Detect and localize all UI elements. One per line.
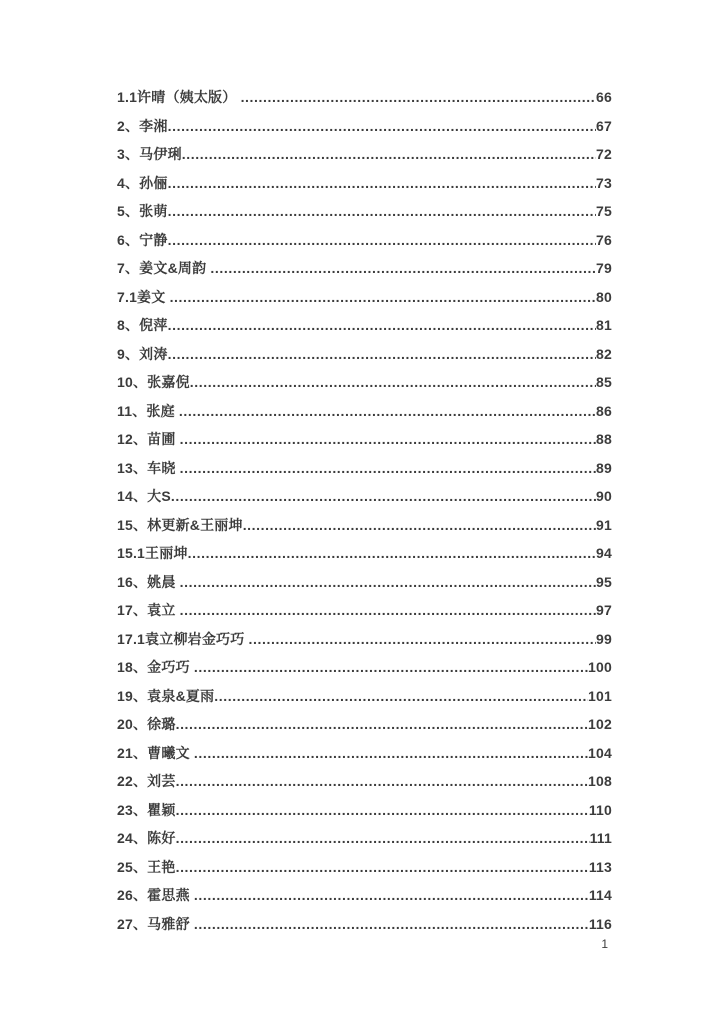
- toc-entry-page: 76: [596, 231, 612, 248]
- toc-entry-label: 14、大S: [117, 488, 171, 504]
- toc-entry: [117, 169, 612, 198]
- toc-entry: [117, 425, 612, 454]
- toc-entry-page: 91: [596, 516, 612, 533]
- toc-list: [117, 83, 612, 938]
- toc-entry-page: 100: [588, 659, 612, 675]
- toc-entry: [117, 283, 612, 312]
- toc-entry-page: 82: [596, 345, 612, 362]
- dot-leader: [190, 368, 596, 397]
- toc-entry-page: 101: [588, 687, 612, 704]
- dot-leader: [214, 682, 588, 711]
- toc-entry-label: 25、王艳: [117, 858, 176, 875]
- toc-entry: [117, 226, 612, 255]
- toc-entry-label: 15、林更新&王丽坤: [117, 516, 243, 533]
- toc-entry-label: 10、张嘉倪: [117, 374, 190, 390]
- toc-entry-label: 16、姚晨: [117, 573, 180, 590]
- toc-entry: [117, 910, 612, 939]
- toc-entry: [117, 653, 612, 682]
- toc-entry-page: 89: [596, 459, 612, 476]
- toc-entry-page: 94: [596, 545, 612, 561]
- toc-entry-page: 73: [596, 174, 612, 191]
- toc-entry-page: 99: [596, 630, 612, 647]
- toc-entry-page: 81: [596, 317, 612, 333]
- toc-entry-label: 19、袁泉&夏雨: [117, 687, 215, 704]
- toc-entry: [117, 853, 612, 882]
- toc-entry: [117, 140, 612, 169]
- toc-entry-label: 13、车晓: [117, 459, 180, 476]
- toc-entry-label: 12、苗圃: [117, 431, 180, 447]
- dot-leader: [179, 397, 596, 426]
- toc-entry: [117, 112, 612, 141]
- dot-leader: [180, 568, 596, 597]
- toc-entry-page: 97: [596, 602, 612, 618]
- toc-entry-page: 80: [596, 288, 612, 305]
- dot-leader: [194, 910, 589, 939]
- toc-entry: [117, 796, 612, 825]
- toc-entry: [117, 539, 612, 568]
- toc-entry: [117, 368, 612, 397]
- toc-entry-label: 7、姜文&周韵: [117, 260, 211, 276]
- dot-leader: [168, 226, 596, 255]
- toc-entry-label: 5、张萌: [117, 203, 168, 219]
- toc-entry: [117, 340, 612, 369]
- toc-entry-label: 1.1许晴（姨太版）: [117, 89, 241, 105]
- footer-page-number: 1: [601, 937, 608, 951]
- dot-leader: [180, 425, 596, 454]
- dot-leader: [188, 539, 596, 568]
- toc-entry-label: 17、袁立: [117, 602, 180, 618]
- toc-entry: [117, 83, 612, 112]
- toc-entry-page: 114: [588, 887, 612, 903]
- dot-leader: [180, 596, 596, 625]
- toc-entry-page: 104: [588, 744, 612, 761]
- toc-entry: [117, 710, 612, 739]
- toc-entry-page: 111: [589, 830, 612, 846]
- dot-leader: [249, 625, 596, 654]
- toc-entry-page: 79: [596, 260, 612, 276]
- toc-entry-label: 15.1王丽坤: [117, 545, 188, 561]
- dot-leader: [176, 796, 589, 825]
- toc-entry: [117, 881, 612, 910]
- dot-leader: [176, 824, 590, 853]
- toc-entry: [117, 824, 612, 853]
- toc-entry: [117, 511, 612, 540]
- dot-leader: [168, 197, 596, 226]
- toc-entry-page: 116: [588, 915, 612, 932]
- toc-entry-page: 75: [596, 203, 612, 219]
- toc-entry: [117, 311, 612, 340]
- toc-entry: [117, 482, 612, 511]
- toc-entry: [117, 454, 612, 483]
- toc-entry-page: 108: [588, 773, 612, 789]
- dot-leader: [194, 881, 589, 910]
- dot-leader: [176, 853, 589, 882]
- toc-entry-label: 17.1袁立柳岩金巧巧: [117, 630, 249, 647]
- toc-entry-page: 90: [596, 488, 612, 504]
- toc-entry: [117, 767, 612, 796]
- toc-entry-label: 21、曹曦文: [117, 744, 194, 761]
- toc-entry-label: 9、刘涛: [117, 345, 168, 362]
- toc-entry-label: 2、李湘: [117, 117, 168, 134]
- dot-leader: [241, 83, 596, 112]
- dot-leader: [194, 739, 588, 768]
- toc-entry: [117, 397, 612, 426]
- toc-entry-page: 66: [596, 89, 612, 105]
- toc-entry-page: 95: [596, 573, 612, 590]
- toc-entry-page: 67: [596, 117, 612, 134]
- toc-entry-label: 6、宁静: [117, 231, 168, 248]
- toc-entry-page: 86: [596, 402, 612, 419]
- toc-entry-label: 3、马伊琍: [117, 146, 182, 162]
- toc-entry-page: 110: [588, 801, 612, 818]
- toc-entry-label: 11、张庭: [117, 402, 179, 419]
- toc-entry-label: 23、瞿颖: [117, 801, 176, 818]
- toc-entry-label: 26、霍思燕: [117, 887, 194, 903]
- dot-leader: [168, 311, 596, 340]
- dot-leader: [182, 140, 596, 169]
- toc-entry-label: 22、刘芸: [117, 773, 176, 789]
- dot-leader: [168, 112, 596, 141]
- toc-entry-label: 7.1姜文: [117, 288, 170, 305]
- dot-leader: [171, 482, 596, 511]
- toc-entry: [117, 596, 612, 625]
- dot-leader: [176, 710, 588, 739]
- toc-entry: [117, 197, 612, 226]
- dot-leader: [210, 254, 596, 283]
- toc-entry-label: 27、马雅舒: [117, 915, 194, 932]
- toc-entry: [117, 254, 612, 283]
- toc-entry-label: 20、徐璐: [117, 716, 176, 732]
- dot-leader: [168, 169, 596, 198]
- toc-entry: [117, 625, 612, 654]
- toc-entry-page: 88: [596, 431, 612, 447]
- dot-leader: [180, 454, 596, 483]
- toc-entry: [117, 682, 612, 711]
- dot-leader: [176, 767, 588, 796]
- toc-entry-label: 18、金巧巧: [117, 659, 194, 675]
- dot-leader: [168, 340, 596, 369]
- toc-entry-label: 8、倪萍: [117, 317, 168, 333]
- toc-entry-page: 102: [588, 716, 612, 732]
- dot-leader: [243, 511, 596, 540]
- toc-entry: [117, 568, 612, 597]
- toc-entry-page: 113: [588, 858, 612, 875]
- dot-leader: [194, 653, 588, 682]
- dot-leader: [170, 283, 596, 312]
- toc-entry-label: 4、孙俪: [117, 174, 168, 191]
- toc-entry-page: 85: [596, 374, 612, 390]
- toc-entry-page: 72: [596, 146, 612, 162]
- toc-entry-label: 24、陈好: [117, 830, 176, 846]
- toc-entry: [117, 739, 612, 768]
